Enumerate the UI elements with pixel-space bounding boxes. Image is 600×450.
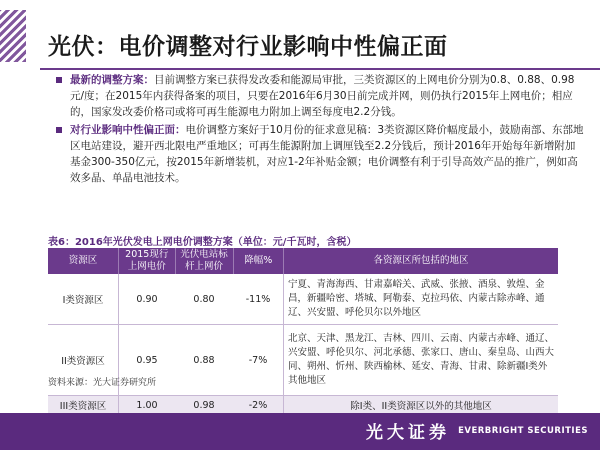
- header-regions: 各资源区所包括的地区: [284, 248, 559, 274]
- table-header-row: [48, 248, 558, 274]
- corner-hatch-decoration: [0, 10, 26, 62]
- bullet-text: 目前调整方案已获得发改委和能源局审批，三类资源区的上网电价分别为0.8、0.88、0.98元/度；在2015年内获得备案的项目，只要在2016年6月30日前完成并网，则仍执行2015年上网电价；相应的，国家发改委价格司或将可再生能源电力附加上调至每度电2.2分钱。: [70, 74, 575, 118]
- table-row: [48, 396, 558, 415]
- tariff-table: [48, 248, 558, 415]
- drop-cell: -11%: [233, 274, 284, 325]
- brand-logo-en: EVERBRIGHT SECURITIES: [458, 426, 588, 436]
- bullet-lead: 对行业影响中性偏正面：: [70, 124, 186, 136]
- header-drop: 降幅%: [233, 248, 284, 274]
- source-note: 资料来源：光大证券研究所: [48, 378, 157, 388]
- bullet-lead: 最新的调整方案：: [70, 74, 154, 86]
- price-2015-cell: 0.90: [119, 274, 176, 325]
- bullet-item-adjustment: [56, 72, 584, 120]
- footer-bar: [0, 413, 600, 450]
- price-2015-cell: 1.00: [119, 396, 176, 415]
- drop-cell: -2%: [233, 396, 284, 415]
- bullet-square-icon: [56, 77, 62, 83]
- regions-cell: 宁夏、青海海西、甘肃嘉峪关、武威、张掖、酒泉、敦煌、金昌，新疆哈密、塔城、阿勒泰、克拉玛依、内蒙古除赤峰、通辽、兴安盟、呼伦贝尔以外地区: [284, 274, 559, 325]
- bullet-square-icon: [56, 127, 62, 133]
- regions-cell: 除I类、II类资源区以外的其他地区: [284, 396, 559, 415]
- zone-cell: III类资源区: [48, 396, 119, 415]
- drop-cell: -7%: [233, 325, 284, 396]
- slide-title: 光伏：电价调整对行业影响中性偏正面: [48, 34, 448, 60]
- benchmark-cell: 0.98: [175, 396, 233, 415]
- table-row: [48, 274, 558, 325]
- zone-cell: II类资源区: [48, 325, 119, 396]
- regions-cell: 北京、天津、黑龙江、吉林、四川、云南、内蒙古赤峰、通辽、兴安盟、呼伦贝尔、河北承德、张家口、唐山、秦皇岛、山西大同、朔州、忻州、陕西榆林、延安、青海、甘肃、除新疆I类外其他地区: [284, 325, 559, 396]
- bullet-list: [56, 72, 584, 188]
- header-benchmark: 光伏电站标杆上网价: [175, 248, 233, 274]
- header-price-2015: 2015现行上网电价: [119, 248, 176, 274]
- zone-cell: I类资源区: [48, 274, 119, 325]
- price-2015-cell: 0.95: [119, 325, 176, 396]
- title-divider: [40, 68, 600, 70]
- benchmark-cell: 0.80: [175, 274, 233, 325]
- brand-logo-cn: 光大证券: [366, 423, 450, 443]
- bullet-text: 电价调整方案好于10月份的征求意见稿：3类资源区降价幅度最小，鼓励南部、东部地区电站建设，避开西北限电严重地区；可再生能源附加上调厘钱至2.2分钱后，预计2016年开始每年新增附加基金300-350亿元，按2015年新增装机，对应1-2年补贴金额；电价调整有利于引导高效产品的推广，例如高效多晶、单晶电池技术。: [70, 124, 584, 184]
- header-zone: 资源区: [48, 248, 119, 274]
- bullet-item-impact: [56, 122, 584, 186]
- benchmark-cell: 0.88: [175, 325, 233, 396]
- table-caption: 表6：2016年光伏发电上网电价调整方案（单位：元/千瓦时，含税）: [48, 237, 357, 248]
